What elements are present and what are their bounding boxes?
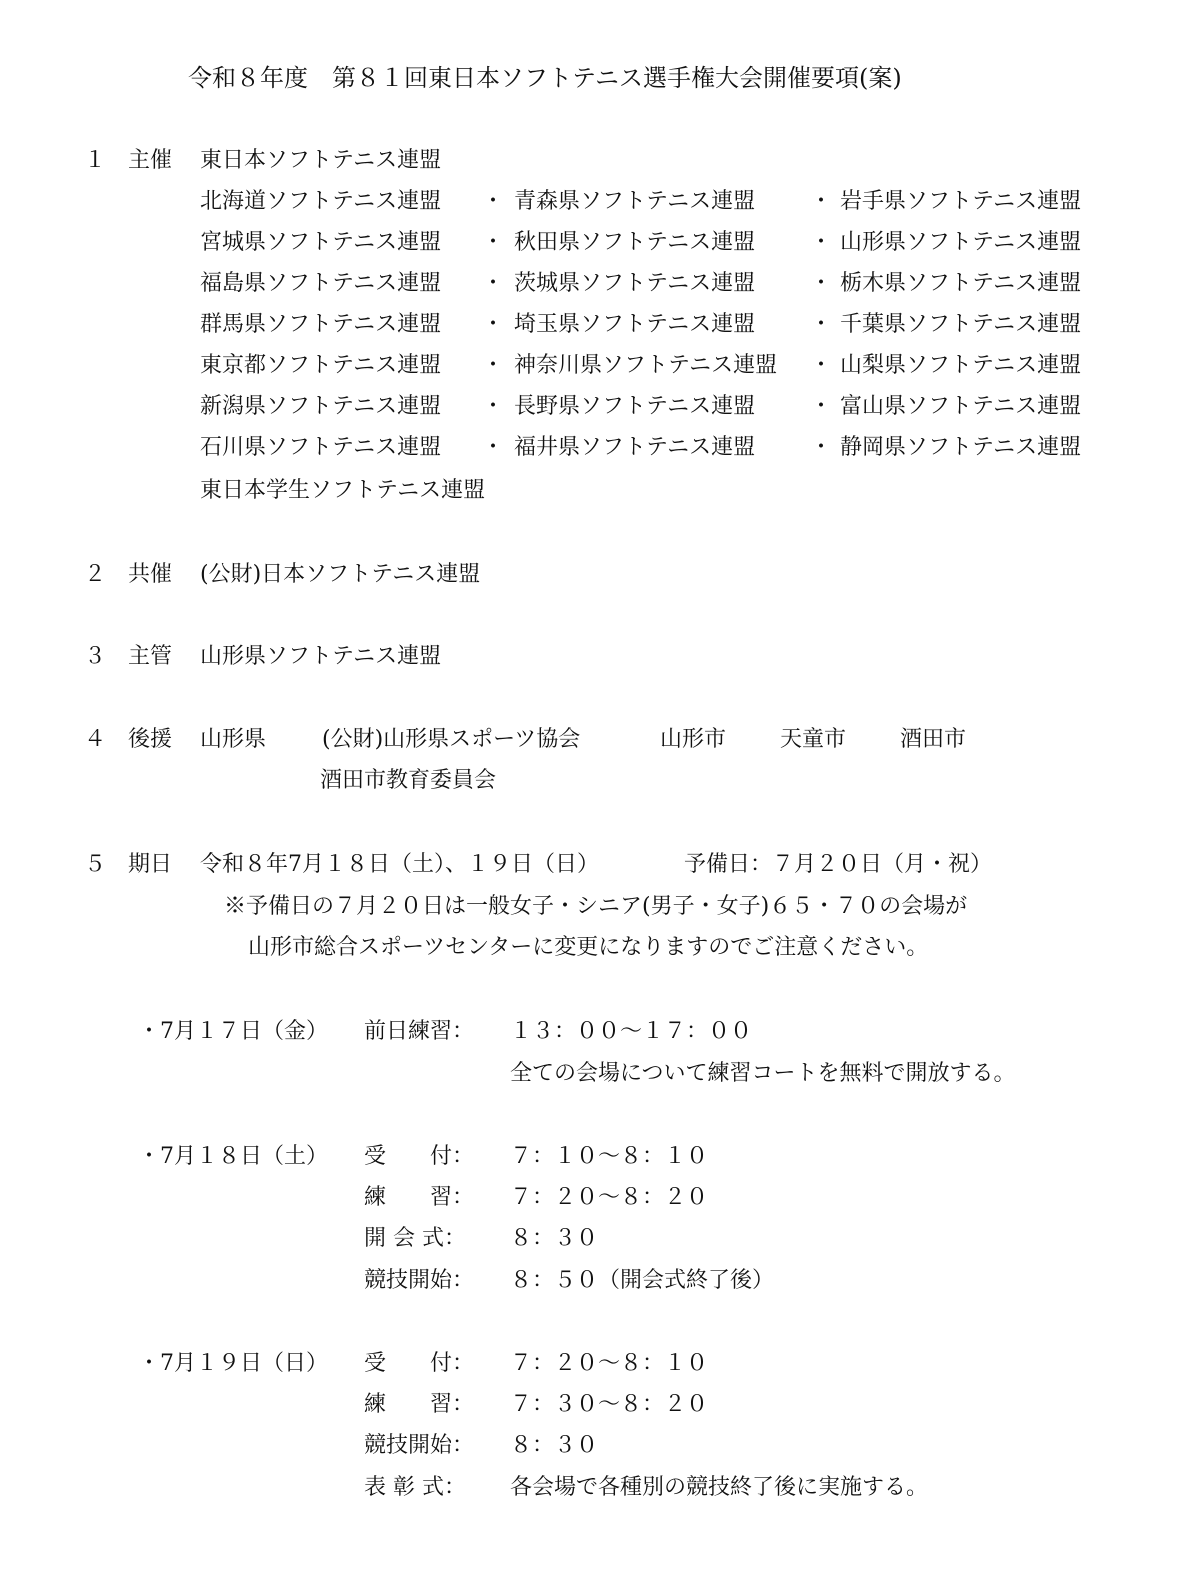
schedule-label: 練 習： — [364, 1185, 475, 1210]
separator: ・ — [482, 312, 505, 337]
organizer-col3: 栃木県ソフトテニス連盟 — [840, 271, 1082, 296]
organizer-last: 東日本学生ソフトテニス連盟 — [200, 478, 486, 503]
reserve-day: 予備日：７月２０日（月・祝） — [684, 852, 993, 877]
separator: ・ — [482, 271, 505, 296]
organizer-col1: 群馬県ソフトテニス連盟 — [200, 312, 442, 337]
separator: ・ — [810, 394, 833, 419]
section-1-heading: 主催 — [128, 148, 173, 173]
supporter: 山形市 — [660, 727, 727, 752]
organizer-col1: 東京都ソフトテニス連盟 — [200, 353, 442, 378]
supporter: (公財)山形県スポーツ協会 — [322, 727, 581, 752]
schedule-date: ・7月１７日（金） — [138, 1019, 328, 1044]
separator: ・ — [482, 435, 505, 460]
section-3-number: ３ — [84, 644, 107, 669]
organizer-col3: 岩手県ソフトテニス連盟 — [840, 189, 1082, 214]
section-5-heading: 期日 — [128, 852, 173, 877]
organizer-col3: 千葉県ソフトテニス連盟 — [840, 312, 1082, 337]
schedule-date: ・7月１８日（土） — [138, 1144, 328, 1169]
section-1-number: １ — [84, 148, 107, 173]
schedule-value: ７：３０～８：２０ — [510, 1392, 709, 1417]
co-organizer: (公財)日本ソフトテニス連盟 — [200, 562, 481, 587]
schedule-label: 練 習： — [364, 1392, 475, 1417]
schedule-value: ７：２０～８：２０ — [510, 1185, 709, 1210]
separator: ・ — [810, 435, 833, 460]
schedule-value: ８：５０（開会式終了後） — [510, 1268, 775, 1293]
organizer-lead: 東日本ソフトテニス連盟 — [200, 148, 442, 173]
section-3-heading: 主管 — [128, 644, 173, 669]
supporter: 酒田市教育委員会 — [320, 768, 497, 793]
organizer-col2: 青森県ソフトテニス連盟 — [514, 189, 756, 214]
host-organization: 山形県ソフトテニス連盟 — [200, 644, 442, 669]
organizer-col2: 茨城県ソフトテニス連盟 — [514, 271, 756, 296]
section-2-number: ２ — [84, 562, 107, 587]
separator: ・ — [810, 353, 833, 378]
organizer-col1: 新潟県ソフトテニス連盟 — [200, 394, 442, 419]
schedule-value: ８：３０ — [510, 1433, 599, 1458]
schedule-label: 受 付： — [364, 1351, 475, 1376]
section-4-number: ４ — [84, 727, 107, 752]
organizer-col3: 山形県ソフトテニス連盟 — [840, 230, 1082, 255]
event-dates: 令和８年7月１８日（土）、１９日（日） — [200, 852, 599, 877]
separator: ・ — [482, 394, 505, 419]
organizer-col1: 宮城県ソフトテニス連盟 — [200, 230, 442, 255]
organizer-col3: 山梨県ソフトテニス連盟 — [840, 353, 1082, 378]
section-2-heading: 共催 — [128, 562, 173, 587]
section-5-number: ５ — [84, 852, 107, 877]
separator: ・ — [810, 189, 833, 214]
schedule-value: ７：２０～８：１０ — [510, 1351, 709, 1376]
reserve-note: 山形市総合スポーツセンターに変更になりますのでご注意ください。 — [248, 935, 929, 960]
organizer-col3: 静岡県ソフトテニス連盟 — [840, 435, 1082, 460]
separator: ・ — [482, 353, 505, 378]
schedule-value: ８：３０ — [510, 1226, 599, 1251]
schedule-date: ・7月１９日（日） — [138, 1351, 328, 1376]
organizer-col2: 福井県ソフトテニス連盟 — [514, 435, 756, 460]
organizer-col1: 石川県ソフトテニス連盟 — [200, 435, 442, 460]
supporter: 山形県 — [200, 727, 267, 752]
organizer-col2: 神奈川県ソフトテニス連盟 — [514, 353, 778, 378]
organizer-col1: 福島県ソフトテニス連盟 — [200, 271, 442, 296]
schedule-label: 競技開始： — [364, 1433, 475, 1458]
section-4-heading: 後援 — [128, 727, 173, 752]
schedule-label: 表 彰 式： — [364, 1475, 466, 1500]
reserve-note: ※予備日の７月２０日は一般女子・シニア(男子・女子)６５・７０の会場が — [224, 894, 968, 919]
separator: ・ — [810, 312, 833, 337]
organizer-col1: 北海道ソフトテニス連盟 — [200, 189, 442, 214]
organizer-col2: 埼玉県ソフトテニス連盟 — [514, 312, 756, 337]
schedule-value: １３：００～１７：００ — [510, 1019, 753, 1044]
schedule-value: 各会場で各種別の競技終了後に実施する。 — [510, 1475, 929, 1500]
separator: ・ — [482, 230, 505, 255]
separator: ・ — [810, 271, 833, 296]
schedule-value: 全ての会場について練習コートを無料で開放する。 — [510, 1061, 1016, 1086]
page-title: 令和８年度 第８１回東日本ソフトテニス選手権大会開催要項(案) — [188, 64, 902, 92]
supporter: 酒田市 — [900, 727, 967, 752]
separator: ・ — [482, 189, 505, 214]
supporter: 天童市 — [780, 727, 847, 752]
organizer-col3: 富山県ソフトテニス連盟 — [840, 394, 1082, 419]
schedule-label: 受 付： — [364, 1144, 475, 1169]
schedule-value: ７：１０～８：１０ — [510, 1144, 709, 1169]
schedule-label: 競技開始： — [364, 1268, 475, 1293]
schedule-label: 前日練習： — [364, 1019, 475, 1044]
separator: ・ — [810, 230, 833, 255]
organizer-col2: 長野県ソフトテニス連盟 — [514, 394, 756, 419]
schedule-label: 開 会 式： — [364, 1226, 466, 1251]
organizer-col2: 秋田県ソフトテニス連盟 — [514, 230, 756, 255]
